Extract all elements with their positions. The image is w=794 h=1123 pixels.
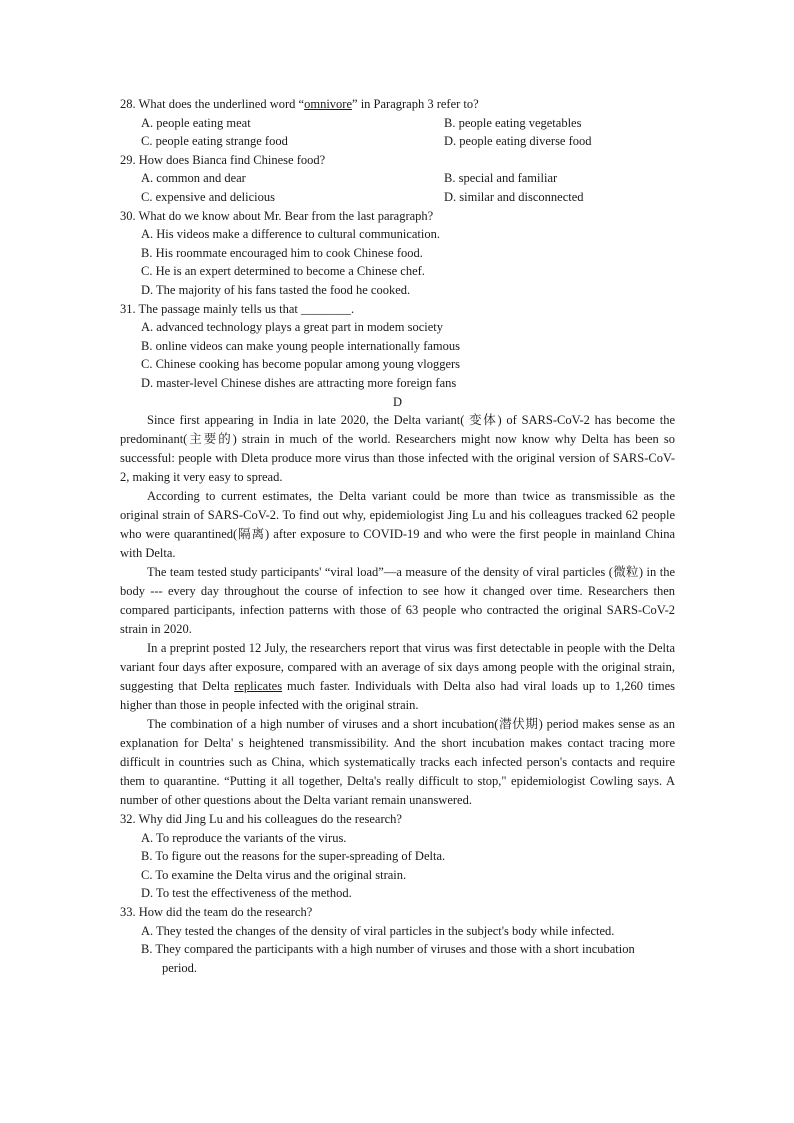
exam-page	[120, 95, 675, 978]
q33-option-b-continued: period.	[162, 961, 198, 976]
q28-stem-before: 28. What does the underlined word “	[120, 97, 305, 111]
q30-option-a: A. His videos make a difference to cultural communication.	[141, 227, 440, 242]
question-28-stem	[120, 95, 675, 114]
q29-option-a: A. common and dear	[141, 171, 246, 186]
question-29-stem: 29. How does Bianca find Chinese food?	[120, 152, 326, 167]
q31-option-b: B. online videos can make young people internationally famous	[141, 338, 461, 353]
question-28-options-cd	[120, 132, 675, 151]
q28-stem-after: ” in Paragraph 3 refer to?	[352, 97, 479, 111]
q28-option-c: C. people eating strange food	[141, 134, 288, 149]
question-31-stem: 31. The passage mainly tells us that ________.	[120, 301, 355, 316]
q30-option-b: B. His roommate encouraged him to cook Chinese food.	[141, 245, 423, 260]
q33-option-a: A. They tested the changes of the density of viral particles in the subject's body while infected.	[141, 923, 615, 938]
q29-option-b: B. special and familiar	[444, 171, 558, 186]
q30-option-d: D. The majority of his fans tasted the food he cooked.	[141, 282, 411, 297]
q28-option-a: A. people eating meat	[141, 115, 251, 130]
section-letter: D	[392, 394, 403, 409]
q32-option-c: C. To examine the Delta virus and the original strain.	[141, 867, 407, 882]
q31-option-c: C. Chinese cooking has become popular among young vloggers	[141, 357, 461, 372]
q29-option-c: C. expensive and delicious	[141, 189, 275, 204]
passage-p4-before: In a preprint posted 12 July, the researchers report that virus was first detectable in people with the Delta variant four days after exposure, compared with an average of six days among people with the original strain, suggesting that Delta	[120, 641, 675, 694]
passage-p4-after: much faster. Individuals with Delta also had viral loads up to 1,260 times higher than those in people infected with the original strain.	[120, 679, 676, 713]
passage-p3-text: The team tested study participants' “viral load”—a measure of the density of viral particles (微粒) in the body --- every day throughout the course of infection to see how it changed over time. Researchers then compared participants, infection patterns with those of 63 people who contracted the original SARS-CoV-2 strain in 2020.	[120, 565, 675, 637]
q32-option-d: D. To test the effectiveness of the method.	[141, 886, 352, 901]
q31-option-a: A. advanced technology plays a great part in modem society	[141, 320, 443, 335]
q32-option-b: B. To figure out the reasons for the super-spreading of Delta.	[141, 849, 446, 864]
q33-option-b: B. They compared the participants with a high number of viruses and those with a short incubation	[141, 942, 635, 957]
question-30-stem: 30. What do we know about Mr. Bear from the last paragraph?	[120, 208, 434, 223]
question-28-options-ab	[120, 114, 675, 133]
underlined-word-replicates: replicates	[234, 679, 283, 694]
question-33-stem: 33. How did the team do the research?	[120, 905, 313, 920]
q32-option-a: A. To reproduce the variants of the virus.	[141, 830, 347, 845]
passage-p5-text: The combination of a high number of viruses and a short incubation(潜伏期) period makes sense as an explanation for Delta' s heightened transmissibility. And the short incubation makes contact tracing more difficult in countries such as China, which systematically tracks each infected person's contacts and require them to quarantine. “Putting it all together, Delta's really difficult to stop," epidemiologist Cowling says. A number of other questions about the Delta variant remain unanswered.	[120, 717, 675, 808]
passage-paragraph-4	[120, 639, 675, 715]
passage-paragraph-1	[120, 411, 675, 487]
question-29-options-ab	[120, 169, 675, 188]
q31-option-d: D. master-level Chinese dishes are attracting more foreign fans	[141, 375, 457, 390]
q28-option-b: B. people eating vegetables	[444, 115, 582, 130]
passage-paragraph-3	[120, 563, 675, 639]
question-29-options-cd	[120, 188, 675, 207]
question-32-stem: 32. Why did Jing Lu and his colleagues do the research?	[120, 812, 402, 827]
passage-paragraph-5	[120, 715, 675, 810]
q30-option-c: C. He is an expert determined to become a Chinese chef.	[141, 264, 425, 279]
passage-p1-text: Since first appearing in India in late 2020, the Delta variant( 变体) of SARS-CoV-2 has become the predominant(主要的) strain in much of the world. Researchers might now know why Delta has been so successful: people with Dleta produce more virus than those infected with the original version of SARS-CoV-2, making it very easy to spread.	[120, 413, 675, 485]
q28-option-d: D. people eating diverse food	[444, 134, 592, 149]
underlined-word-omnivore: omnivore	[304, 97, 353, 111]
passage-paragraph-2	[120, 487, 675, 563]
passage-p2-text: According to current estimates, the Delta variant could be more than twice as transmissible as the original strain of SARS-CoV-2. To find out why, epidemiologist Jing Lu and his colleagues tracked 62 people who were quarantined(隔离) after exposure to COVID-19 and who were the first people in mainland China with Delta.	[120, 489, 675, 561]
q29-option-d: D. similar and disconnected	[444, 189, 584, 204]
